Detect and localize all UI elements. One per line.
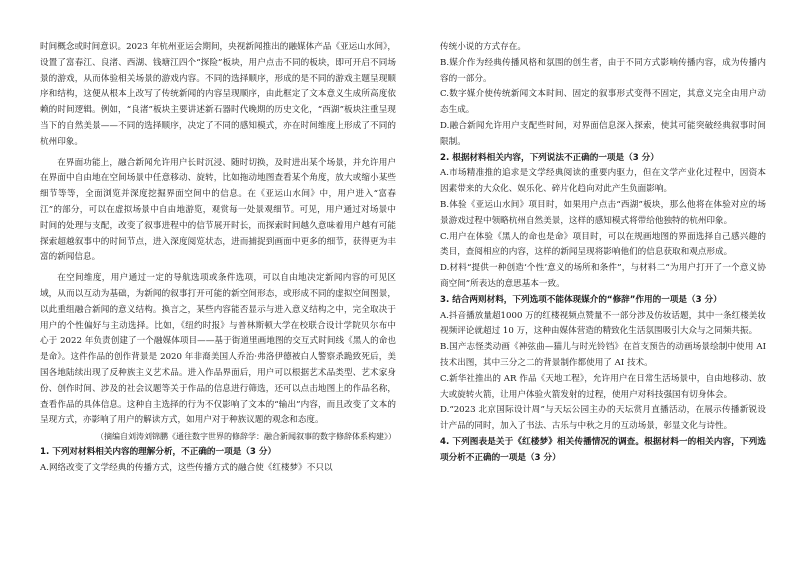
question-3-option-c: C.新华社推出的 AR 作品《天地工程》，允许用户在日常生活场景中，自由地移动、放大或旋转火箭，让用户体验火箭发射的过程，使用户对科技强国有切身体会。 <box>440 373 766 400</box>
question-4-stem: 4. 下列图表是关于《红楼梦》相关传播情况的调查。根据材料一的相关内容，下列选项分析不正确的一项是（3 分） <box>440 436 766 463</box>
question-1-option-a: A.网络改变了文学经典的传播方式，这些传播方式的融合使《红楼梦》不只以 <box>40 462 333 473</box>
left-column <box>40 40 396 477</box>
question-1-stem: 1. 下列对材料相关内容的理解分析，不正确的一项是（3 分） <box>40 446 277 457</box>
paragraph-interface-function: 在界面功能上，融合新闻允许用户长时沉浸、随时切换，及时进出某个场景，并允许用户在界面中自由地在空间场景中任意移动、旋转，比如拖动地图查看某个角度，放大或缩小某些细节等等，全面浏览并深度挖掘界面空间中的信息。在《亚运山水间》中，用户进入“富春江”的部分，可以在虚拟场景中自由地游览，观赏每一处景观细节。可见，用户通过对场景中时间的处理与支配，改变了叙事进程中的信节展开时长，而探索时间越久意味着用户越有可能探索超越叙事中的时间节点，进入深度阅览状态，进而捕捉到画面中更多的细节，获得更为丰富的新闻信息。 <box>40 157 396 263</box>
question-1-option-b: B.媒介作为经典传播风格和氛围的创生者，由于不同方式影响传播内容，成为传播内容的一部分。 <box>440 57 766 84</box>
source-citation: （摘编自刘涛刘锦鹏《通往数字世界的修辞学：融合新闻叙事的数字修辞体系构建》） <box>96 432 396 442</box>
question-3-option-b: B.国产志怪类动画《神弦曲—猫儿与时光铃铛》在首支预告的动画场景绘制中使用 AI 技术出图，其中三分之二的背景制作都使用了 AI 技术。 <box>440 342 766 368</box>
question-3-option-d: D.“2023 北京国际设计周”与天坛公园主办的天坛赏月直播活动，在展示传播新锐设计产品的同时，加入了书法、古乐与中秋之月的互动场景，彰显文化与诗性。 <box>440 405 766 432</box>
question-1-option-a-cont: 传统小说的方式存在。 <box>440 42 526 52</box>
question-2-option-b: B.体验《亚运山水间》项目时，如果用户点击“西湖”板块，那么他将在体验对应的场景游戏过程中领略杭州自然美景，这样的感知模式将带给他独特的杭州印象。 <box>440 199 766 226</box>
question-2-option-d: D.材料“提供一种创造‘个性’意义的场所和条件”，与材料二“为用户打开了一个意义协商空间”所表达的意思基本一致。 <box>440 263 766 289</box>
question-2-stem: 2. 根据材料相关内容，下列说法不正确的一项是（3 分） <box>440 152 659 163</box>
question-2-option-a: A.市场精准推的追求是文学经典阅读的重要内驱力，但在文学产业化过程中，因资本因素带来的大众化、娱乐化、碎片化趋向对此产生负面影响。 <box>440 168 766 195</box>
question-3-stem: 3. 结合两则材料，下列选项不能体现媒介的“修辞”作用的一项是（3 分） <box>440 294 722 305</box>
paragraph-space-dimension: 在空间维度，用户通过一定的导航选项或条件选项，可以自由地决定新闻内容的可见区域，从而以互动为基础，为新闻的叙事打开可能的新空间形态，或形成不同的虚拟空间图景，以此重组融合新闻的意义结构。换言之，某些内容能否显示与进入意义结构之中，完全取决于用户的个性偏好与主动选择。比如，《纽约时报》与普林斯顿大学在校联合设计学院贝尔布中心于 2022 年负责创建了一个融媒体项目——基于街道里画地图的交互式时间线《黑人的命也是命》。这件作品的创作背景是 2020 年非裔美国人乔治·弗洛伊德被白人警察杀跪致死后，美国各地陆续出现了反种族主义艺术品。进入作品界面后，用户可以根据艺术品类型、艺术家身份、创作时间、涉及的社会议题等关于作品的信息进行筛选，还可以点击地图上的作品名称，查看作品的具体信息。这种自主选择的行为不仅影响了文本的“输出”内容，而且改变了文本的呈现方式，亦影响了用户的解读方式，如用户对于种族议题的观念和态度。 <box>40 273 396 426</box>
question-2-option-c: C.用户在体验《黑人的命也是命》项目时，可以在规画地图的界面选择自己感兴趣的类目，查阅相应的内容，这样的新闻呈现将影响他们的信息获取和观点形成。 <box>440 231 766 258</box>
question-1-option-c: C.数字媒介使传统新闻文本时间、固定的叙事形式变得不固定，其意义完全由用户动态生成。 <box>440 89 766 116</box>
question-1-option-d: D.融合新闻允许用户支配些时间，对界面信息深入探索，使其可能突破经典叙事时间限制。 <box>440 120 766 147</box>
question-3-option-a: A.抖音播放量超1000 万的红楼视频点赞量不一部分涉及仿妆话题，其中一条红楼美妆视频评论就超过 10 万，这种由媒体营造的精致化生活氛围吸引大众与之同频共振。 <box>440 310 766 337</box>
paragraph-time-dimension: 时间概念或时间意识。2023 年杭州亚运会期间，央视新闻推出的融媒体产品《亚运山水间》，设置了富春江、良渚、西湖、钱塘江四个“探险”板块，用户点击不同的板块，即可开启不同场景的游戏，从而体验相关场景的游戏内容。不同的选择顺序，形成的是不同的游戏主题呈现顺序和结构，这便从根本上改写了传统新闻的内容呈现顺序，由此框定了文本意义生成所高度依赖的时间逻辑。例如，“良渚”板块主要讲述新石器时代晚期的历史文化，“西湖”板块注重呈现当下的自然美景——不同的选择顺序，决定了不同的感知模式，亦在时间维度上形成了不同的杭州印象。 <box>40 42 396 147</box>
right-column <box>440 40 766 467</box>
